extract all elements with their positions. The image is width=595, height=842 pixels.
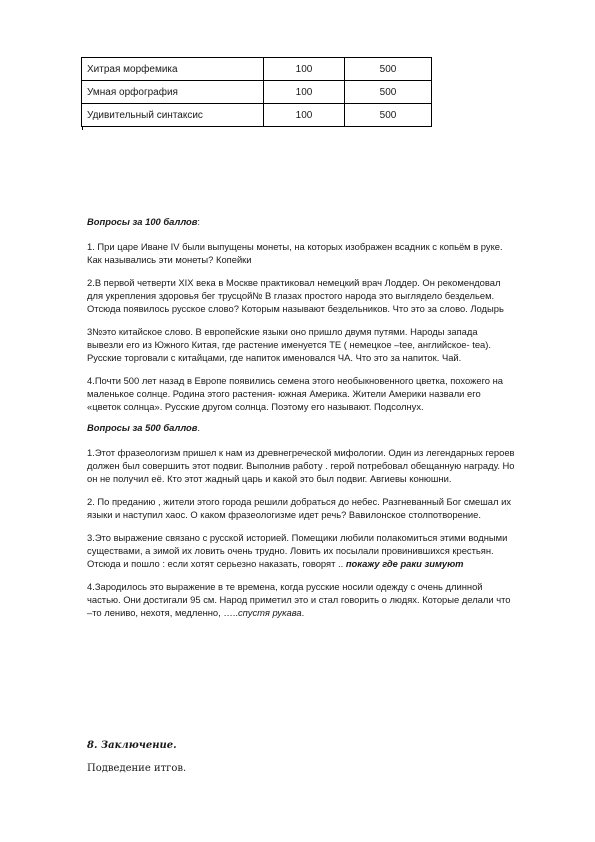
table-cell-points-100: 100 [264,81,345,104]
section-500-heading: Вопросы за 500 баллов. [87,422,201,433]
table-cell-points-500: 500 [345,81,432,104]
questions-body [87,215,515,629]
table-row [82,81,432,104]
table-cell-points-100: 100 [264,58,345,81]
table-cell-points-500: 500 [345,104,432,127]
table-cell-topic: Удивительный синтаксис [82,104,264,127]
table-row [82,58,432,81]
table-border-mark [82,127,83,130]
section-100-heading: Вопросы за 100 баллов: [87,216,201,227]
question-100-1: 1. При царе Иване IV были выпущены монеты, на которых изображен всадник с копьём в руке. Как назывались эти монеты? Копейки [87,241,503,265]
answer-emphasis: покажу где раки зимуют [345,558,464,569]
conclusion-text: Подведение итгов. [87,763,187,774]
table-cell-topic: Умная орфография [82,81,264,104]
question-500-2: 2. По преданию , жители этого города решили добраться до небес. Разгневанный Бог смешал их языки и наступил хаос. О каком фразеологизме идет речь? Вавилонское столпотворение. [87,496,512,520]
question-500-4: 4.Зародилось это выражение в те времена, когда русские носили одежду с очень длинной частью. Они достигали 95 см. Народ приметил это и стал говорить о людях. Которые делали что –то лениво, нехотя, медленно, …..спустя рукава. [87,581,511,618]
table-cell-points-500: 500 [345,58,432,81]
question-100-4: 4.Почти 500 лет назад в Европе появились семена этого необыкновенного цветка, похожего на маленькое солнце. Родина этого растения- южная Америка. Жители Америки назвали его «цветок солнца». Русские другом солнца. Поэтому его называют. Подсолнух. [87,375,504,412]
question-100-3: 3№это китайское слово. В европейские языки оно пришло двумя путями. Народы запада вывезли его из Южного Китая, где растение именуется TE ( немецкое –tee, английское- tea). Русские торговали с китайцами, где напиток именовался ЧА. Что это за напиток. Чай. [87,326,491,363]
question-500-3: 3.Это выражение связано с русской историей. Помещики любили полакомиться этими водными существами, а зимой их ловить очень трудно. Ловить их посылали провинившихся крестьян. Отсюда и пошло : если хотят серьезно наказать, говорят .. покажу где раки зимуют [87,532,508,569]
question-500-1: 1.Этот фразеологизм пришел к нам из древнегреческой мифологии. Один из легендарных героев должен был совершить этот подвиг. Выполнив работу . герой потребовал обещанную награду. Но он не получил её. Кто этот жадный царь и какой это был подвиг. Авгиевы конюшни. [87,447,515,484]
table-cell-points-100: 100 [264,104,345,127]
conclusion-heading: 8. Заключение. [87,740,177,751]
answer-emphasis: спустя рукава [237,607,302,618]
score-table [81,57,432,127]
table-cell-topic: Хитрая морфемика [82,58,264,81]
table-row [82,104,432,127]
question-100-2: 2.В первой четверти XIX века в Москве практиковал немецкий врач Лоддер. Он рекомендовал для укрепления здоровья бег трусцой№ В глазах простого народа это выглядело бездельем. Отсюда появилось русское слово? Которым называют бездельников. Что это за слово. Лодырь [87,277,504,314]
